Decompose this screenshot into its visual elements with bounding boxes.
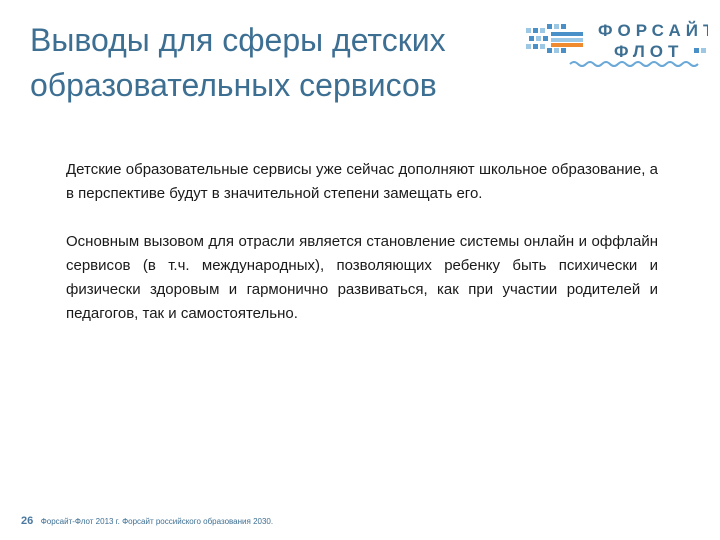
source-footnote: Форсайт-Флот 2013 г. Форсайт российского образования 2030. [40, 517, 274, 526]
slide-body [66, 158, 658, 350]
wave-icon [570, 62, 698, 66]
paragraph-1: Детские образовательные сервисы уже сейчас дополняют школьное образование, а в перспективе будут в значительной степени замещать его. [66, 161, 658, 202]
logo-line2: ФЛОТ [614, 42, 684, 61]
logo-line1: ФОРСАЙТ [598, 21, 708, 40]
page-number: 26 [21, 515, 34, 527]
slide-footer [21, 512, 273, 528]
slide-title: Выводы для сферы детских образовательных сервисов [30, 22, 446, 103]
logo-mosaic-icon [526, 24, 583, 53]
paragraph-2: Основным вызовом для отрасли является становление системы онлайн и оффлайн сервисов (в т.ч. международных), позволяющих ребенку быть психически и физически здоровым и гармонично развиваться, как при участии родителей и педагогов, так и самостоятельно. [66, 233, 658, 322]
forsight-flot-logo [526, 14, 708, 74]
